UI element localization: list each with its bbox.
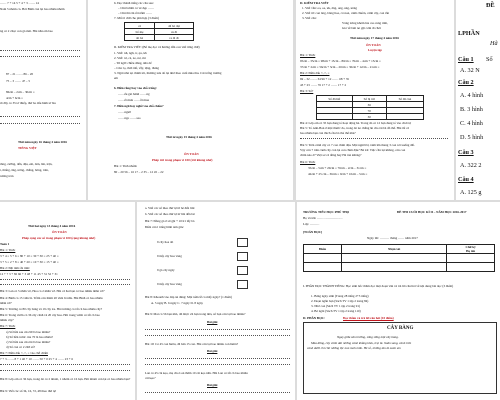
date-heading: Thứ hai ngày 13 tháng 4 năm 2016	[28, 224, 76, 228]
text-line: a) Số liền sau của 99 là bao nhiêu?	[6, 330, 51, 334]
passage-line: cành dưới chi chít những lộc non mơn mởn. Hè về, những tán lá xanh um	[307, 346, 401, 350]
text-line: a. Viết các số theo thứ tự từ bé đến lớn:	[145, 206, 196, 210]
text-line: 12 + 7 3 + 82 66 + 3 48 + 11 45 + 31 52 + 31	[0, 272, 58, 276]
exam-subject: [TOÁN ĐỌC]	[303, 230, 323, 234]
list-item: 3. Nhớ con (Sách TV 1 tập 2 trang 91)	[311, 304, 361, 308]
number-table	[316, 95, 424, 120]
table-header: Số bị trừ	[352, 96, 386, 102]
reading-passage-box	[303, 322, 497, 394]
text-line: 3. Ngôi nhà tại chính tôi, thường xưa đổ lại nhớ theo cuối mùa thu. Cái trống trường	[114, 71, 222, 75]
text-line: Bài 7: Đồng gà ở sở gặt + 10/21 lấy bà	[145, 219, 195, 223]
question-label: Câu 1	[458, 56, 474, 63]
answer-line	[0, 123, 80, 124]
answer-option: C. 4 hình	[460, 120, 483, 127]
table-header: Số đã còn	[386, 96, 423, 102]
text-line: 42cm + 25 cm – 36cm = 9cm + 10cm – 5cm =	[308, 172, 368, 176]
text-line: Gió về làm nó gặt cơm đi chơi	[342, 26, 381, 30]
text-line: Bài 5: Trên cành cây có 7 con chim đậu. Một người bị cánh lên thang 3 con rơi xuống đất.	[300, 143, 415, 147]
text-line: 95cm – 35cm = 98cm + 15cm – 80cm = 76cm – 4cm + 15cm =	[300, 59, 381, 63]
text-line: b. Viết các số theo thứ tự từ lớn đến bé:	[145, 212, 196, 216]
shape-label: 9 gà cây ngày	[157, 268, 175, 272]
section-subheading: Phép trừ trong phạm vi 100 (trừ không nhớ)	[152, 158, 213, 162]
text-line: Vậy còn 7 trên cành cây còn lại con chim đậu? Bà trả: Việc cần lại không, còn con	[300, 148, 406, 152]
passage-line: Ngay giữa sân trường, sừng sững một cây bàng.	[337, 335, 399, 339]
answer-line	[300, 138, 448, 139]
text-line: A. 5 ngày B. 6 ngày C. 7 ngày D. 8 ngày	[151, 301, 203, 305]
page-top-right	[296, 0, 454, 200]
answer-box	[237, 252, 248, 261]
text-line: ng có 2 chục con gà mái. Hỏi nhà em bao	[0, 29, 53, 33]
page-right-edge	[456, 0, 500, 200]
text-line: – Câu: lọ, thời tiết, vẫy, tặng, tháng	[114, 66, 159, 70]
question-heading: 7. Điền ngũ hay nghề vào chỗ chấm?	[114, 104, 164, 108]
answer-line	[0, 116, 80, 117]
table-cell: 70	[352, 108, 386, 114]
table-cell	[317, 114, 353, 120]
answer-box	[237, 238, 248, 247]
answer-line	[0, 56, 80, 57]
table-cell: 36	[352, 102, 386, 108]
text-line: 87 – 21 …… 86 – 20	[6, 72, 34, 76]
text-fragment: Số	[486, 56, 493, 63]
list-item: 1. Bảng ngày sinh (Trang 28 tiếng 2+3 tiếng)	[311, 294, 369, 298]
text-line: Bài 6: Trong vườn có 36 cây cảnh và 20 cây hoa. Hỏi trong vườn có tất cả bao	[0, 313, 100, 317]
text-line: rường tràn	[0, 174, 14, 178]
text-fragment: Hã	[490, 40, 498, 47]
text-line: bao nhiêu bạn còn thích cầu bá thể thế nhé?	[300, 131, 356, 135]
passage-line: Mùa đông, cây vươn dài những cành khẳng khiu, trụi lá. Xuân sang, cành trên	[311, 341, 412, 345]
table-cell	[304, 263, 342, 272]
page-bottom-right	[297, 202, 500, 400]
text-line: 69 – 32 …… 34 96 + 12 …… 68 + 35	[300, 77, 350, 81]
text-line: Lan có 45 cái kẹo, mẹ cho Lan thêm 10 cái kẹo nữa. Hỏi Lan có tất cả bao nhiêu	[145, 371, 248, 375]
date-heading: Thứ tư ngày 15 tháng 4 năm 2016	[166, 135, 212, 139]
text-line: II. KIỂM TRA VIẾT: (Bố mẹ đọc và hướng dẫn con viết từng chữ)	[114, 45, 200, 49]
date-heading: Thứ năm ngày 17 tháng 4 năm 2016	[350, 36, 399, 40]
table-header: Số đã hết	[317, 96, 353, 102]
shape-label: 9 tiếp cây hoa vàng	[157, 282, 182, 286]
table-cell	[342, 263, 447, 272]
exercise-label: Bài 2: Đặt tính rồi tính:	[0, 266, 30, 270]
table-cell	[342, 254, 447, 263]
text-line: Bài 3: Lan có 5 nhãn vở, Hoa có 2 nhãn vở. Hỏi cả hai bạn có bao nhiêu nhãn vở?	[0, 289, 105, 293]
school-name: TRƯỜNG TIỂU HỌC PHÚ THỌ	[303, 210, 350, 214]
answer-line	[145, 392, 290, 393]
exercise-label: Bài 1: Tính:	[0, 248, 16, 252]
table-cell	[447, 254, 495, 263]
text-line: I. PHẦN ĐỌC THÀNH TIẾNG: Học sinh bốc thăm đọc một đoạn văn và trả lời câu hỏi về nội dung bài đọc (3 điểm)	[303, 284, 454, 288]
table-header: Điểm	[304, 245, 342, 254]
text-line: nhiêu cây?	[0, 318, 14, 322]
text-line: Bài 4: Lớp em có 35 bạn đang tổ hoạt động hè. Trong đó có 12 bạn đang tổ vào chơi tự	[300, 121, 411, 125]
text-line: 7. Mối tỉ chữ cho phù hợp (3 điểm)	[114, 16, 159, 20]
answer-option: A. 32 N	[460, 67, 480, 74]
text-line: Bài 8: Khoanh vào đáp án đúng: Một tuần lễ có mấy ngày? (1 điểm)	[145, 295, 232, 299]
date-heading: Thứ năm ngày 16 tháng 4 năm 2016	[18, 140, 67, 144]
answer-line	[145, 364, 290, 365]
exercise-label: Bài 3: Số?	[300, 89, 314, 93]
question-label: Câu 3	[458, 149, 474, 156]
text-line: 3 + 4 = 5 + 6 = 80 + 10 = 30 + 30 = 25 + 40 =	[0, 254, 59, 258]
table-cell	[304, 254, 342, 263]
answer-box	[237, 266, 248, 275]
text-line: c) Số liền sau của 64 là bao nhiêu?	[6, 340, 51, 344]
passage-title: CÂY BÀNG	[387, 326, 414, 331]
section-subtitle: Đọc thầm và trả lời câu hỏi (10 điểm)	[343, 316, 394, 320]
text-line: 6. Đọc thành tiếng các câu sau:	[114, 1, 154, 5]
table-cell: đò bá	[125, 35, 155, 41]
table-cell: 30	[352, 114, 386, 120]
solution-heading: Bài giải	[207, 349, 218, 353]
text-line: – Chú thỏ ăn rồi nắm ……	[118, 11, 153, 15]
table-cell: bố mẹ	[125, 29, 155, 35]
answer-line	[145, 358, 290, 359]
text-line: 3 + 5 = 2 + 8 = 40 + 20 = 10 + 30 = 15 + 40 =	[0, 260, 59, 264]
section-title: LPHẦN	[458, 30, 480, 37]
answer-option: B. 3 hình	[460, 106, 483, 113]
exercise-label: Bài 7: Tính:	[0, 324, 16, 328]
text-line: Vàng trông khóm lúa cao rung rinh,	[342, 21, 388, 25]
text-line: ……ết mưa ……ỗi mua	[118, 98, 150, 102]
shape-label: 9 tiếp cây hoa vàng	[157, 254, 182, 258]
text-line: d) Số còn có 2 chữ số?	[6, 345, 35, 349]
text-line: ……ngườ	[118, 110, 131, 114]
text-line: …… 7 + 14 5 + 4 + 3 …… 14	[0, 1, 39, 5]
exercise-label: Bài 1: Tính:	[300, 53, 316, 57]
list-item: 4. Bỏ ngôi (Sách TV 1 tập 2 trang 110)	[311, 309, 361, 313]
text-line: Bài 9: Viết các số 34, 16, 72, 48 theo thứ tự:	[0, 389, 57, 393]
answer-line	[0, 364, 130, 365]
text-line: em	[114, 76, 118, 80]
table-cell	[447, 263, 495, 272]
section-subheading: Luyện tập	[368, 48, 382, 52]
text-line: – Chú bướm có vẻ đẹp ……	[118, 6, 155, 10]
answer-line	[145, 329, 290, 330]
text-line: – Từ ngữ: chiều đông, nhà dế	[114, 61, 152, 65]
text-line: chim nào ở? Việt sơ cả đồng hay Hà trai không?	[300, 153, 362, 157]
page-bottom-left	[0, 202, 135, 400]
table-cell: dế bò đại	[155, 23, 194, 29]
table-header-line: Chữ ký	[465, 245, 476, 249]
text-line: Bài 8: Lớp em có 36 bạn, trong đó có 2 nhóm, 1 nhóm có 16 bạn. Hỏi nhóm còn lại có bao nhiêu bạn?	[0, 377, 131, 381]
answer-option: A. 4 hình	[460, 92, 484, 99]
section-subheading: Phép cộng các số trong phạm vi 100 (cộng không nhớ)	[22, 236, 96, 240]
table-cell	[386, 114, 423, 120]
solution-heading: Bài giải	[207, 320, 218, 324]
section-title: II. KIỂM TRA VIẾT	[300, 1, 329, 5]
text-line: Bài 4: Bình có 15 viên bi. Trầm còn thêm 20 viên bi nữa. Hỏi Bình có bao nhiêu	[0, 296, 103, 300]
answer-option: A. 322 2	[460, 162, 482, 169]
text-line: 2. Viết từ: con ông, bông hoa, cỏ non, cánh chuồn, cành cây, con rắn	[302, 11, 390, 15]
table-cell: cu đi	[155, 29, 194, 35]
text-line: 86cm – 2cm – 30cm =	[6, 90, 35, 94]
table-header	[447, 245, 495, 254]
table-header: Nhận xét	[342, 245, 447, 254]
text-line: Bài 1: Tính nhẩm:	[114, 164, 138, 168]
list-item: 2. Đoạn ngắn bạn (Sách TV 1 tập 2 trang 84)	[311, 299, 369, 303]
table-cell: cá	[125, 23, 155, 29]
section-heading: ÔN TOÁN	[184, 152, 199, 156]
text-line: 35cm – 5cm + 20cm = 76cm – 2cm – 31cm =	[308, 166, 367, 170]
text-line: Bài 5: Tổ Anh-Ban ở một thước đo, trong đó nó chẳng ăn cho tài bả đồ thế. Hỏi tất cả	[300, 126, 409, 130]
section-heading: ÔN TOÁN	[366, 43, 381, 47]
text-line: răng, cưỡng, đến, đậu, em, đón, lên, trận,	[0, 162, 53, 166]
exercise-label: Bài 2: Điền dấu <, >, =	[300, 71, 330, 75]
text-line: ……ngo ……sao	[118, 116, 141, 120]
question-label: Câu 2	[458, 79, 474, 86]
text-line: 4cm + 6cm =	[6, 96, 23, 100]
text-line: 3. Viết câu:	[302, 16, 317, 20]
answer-line	[0, 50, 80, 51]
page-label: Toán 1	[0, 242, 10, 246]
question-heading: 6. Điền rằng bay vào chỗ trống:	[114, 86, 157, 90]
exam-date: Ngày thi: ……… tháng …… năm 2017	[367, 236, 418, 240]
text-line: b) Số liền trước của 70 là bao nhiêu?	[6, 335, 53, 339]
page-top-middle	[88, 0, 293, 200]
text-line: Bài 9: Mai có 56 bạn nhỏ, đã được 24 bạn trong nhà, số bạn còn lại bao nhiêu?	[145, 312, 246, 316]
exercise-label: Bài 7: Điền dấu <, >, = vào chỗ chấm	[0, 351, 48, 355]
text-line: Bài 5: Trường có 80 cây bàng và 19 cây tre. Hỏi trường có tất cả bao nhiêu cây?	[0, 307, 103, 311]
text-line: ới đây có 35 tờ thiếp, thứ ba dấu hình tờ bìa	[0, 101, 56, 105]
student-name-field: Họ và tên: ……………………	[303, 216, 343, 220]
score-table	[303, 244, 495, 272]
answer-option: D. 5 hình	[460, 134, 484, 141]
exam-title: ĐỀ THI CUỐI HỌC KÌ II – NĂM HỌC 2016-2017	[397, 210, 467, 214]
text-line: 37cm + 2cm = 56cm + 3cm – 20cm = 30cm + 12cm – 21cm =	[300, 65, 380, 69]
text-line: 1. Viết: nh, ngh, tr, qu, kh	[114, 51, 147, 55]
text-line: 80 – 20 56 – 16 17 – 2 35 – 12 45 – 22	[114, 170, 164, 174]
exercise-label: Bài 6: Tính:	[300, 160, 316, 164]
text-line: 43 + 23 …… 76 17 + 2 …… 17 + 2	[300, 83, 347, 87]
page-heading: ĐỀ	[486, 2, 495, 9]
table-header-line: Họ tên	[466, 249, 476, 253]
answer-line	[0, 279, 130, 280]
answer-line	[0, 284, 130, 285]
text-line: nhãn vở?	[0, 301, 12, 305]
section-title: II. PHẦN ĐỌC:	[303, 316, 326, 320]
answer-line	[145, 335, 290, 336]
question-label: Câu 4	[458, 176, 474, 183]
text-line: 7 + 3 …… 8 + 1 40 + 10 …… 50 + 0 25 + 4 …… 23 + 6	[0, 357, 73, 361]
class-field: Lớp: ………	[303, 222, 320, 226]
text-line: cái kẹo?	[145, 376, 156, 380]
matching-table	[124, 22, 194, 41]
section-heading: ÔN TOÁN	[52, 230, 67, 234]
text-line: Điền cái ô trống hình tam giác	[145, 225, 184, 229]
table-cell: ra đi đi	[155, 35, 194, 41]
text-line: 75 – 3 …… 47 – 5	[6, 79, 30, 83]
text-line: 2. Viết: tư, cá, xe, nơ, mi	[114, 56, 146, 60]
shape-label: 9 cây hoa đỏ	[157, 240, 174, 244]
answer-option: A. 125 g	[460, 189, 482, 196]
answer-box	[237, 280, 248, 289]
text-line: Nam 5 nhóm có. Hỏi Bình còn lại bao nhiêu nhóm	[0, 7, 65, 11]
answer-line	[0, 370, 130, 371]
page-bottom-middle	[137, 202, 295, 400]
solution-heading: Bài giải	[207, 383, 218, 387]
text-line: ……ếu gió hành ……ng	[118, 92, 150, 96]
page-top-left	[0, 0, 86, 200]
text-line: t, thống, ăng, ương, chẳng, bông, trên,	[0, 168, 49, 172]
section-heading: TIẾNG VIỆT	[18, 146, 37, 150]
text-line: 1. Viết vần: oa, oe, ưu, êng, ong, ung, uông	[302, 6, 357, 10]
text-line: Bài 10: Có 45 con hươu, đã bán 15 con. Hỏi còn lại bao nhiêu con hươu?	[145, 342, 239, 346]
